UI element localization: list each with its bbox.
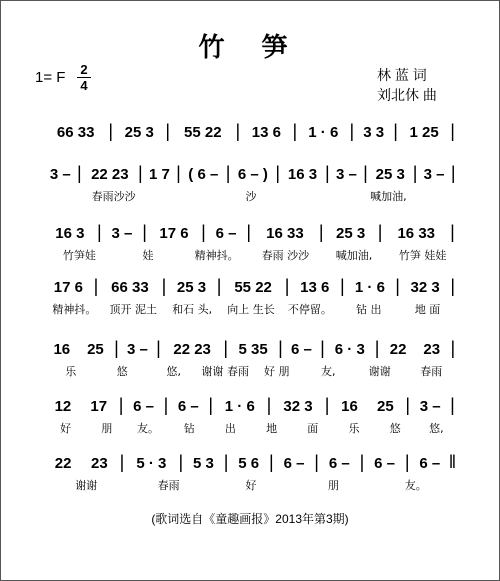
- barline: |: [450, 338, 456, 358]
- lyric-text: 友,: [321, 365, 336, 378]
- note-group: 66 33: [111, 279, 149, 296]
- note-group: 5 3: [193, 455, 214, 472]
- note-group: 32 3: [410, 279, 440, 296]
- note-group: 1 25: [409, 124, 439, 141]
- note-group: 25 3: [375, 166, 405, 183]
- note-group: 5 · 3: [136, 455, 167, 472]
- barline: |: [161, 276, 167, 296]
- barline: |: [142, 222, 147, 242]
- note-group: 6 –: [328, 455, 350, 472]
- lyric-text: 春雨: [420, 365, 443, 378]
- barline: |: [176, 163, 181, 183]
- notation-staff: [1, 1, 499, 580]
- barline: |: [93, 276, 99, 296]
- lyric-text: 春雨 沙沙: [261, 249, 310, 262]
- lyric-text: 朋: [327, 479, 339, 492]
- time-signature-bottom: 4: [80, 78, 88, 93]
- barline: |: [450, 222, 455, 242]
- lyric-text: 地 面: [414, 303, 441, 316]
- barline: |: [114, 338, 119, 358]
- time-signature-top: 2: [80, 62, 88, 77]
- note-group: 6 – ): [237, 166, 268, 183]
- note-group: 17 6: [53, 279, 83, 296]
- note-group: 5 6: [238, 455, 260, 472]
- lyric-text: 好: [245, 479, 257, 492]
- note-group: 6 –: [419, 455, 441, 472]
- barline: |: [275, 163, 281, 183]
- lyric-text: 春雨沙沙: [91, 190, 136, 203]
- lyric-text: 娃: [142, 249, 154, 262]
- barline: |: [108, 121, 114, 141]
- barline: |: [76, 163, 82, 183]
- barline: |: [339, 276, 345, 296]
- lyric-text: 和石 头,: [172, 303, 213, 316]
- lyric-text: 友。: [404, 479, 427, 492]
- lyric-text: 谢谢: [368, 365, 391, 378]
- note-group: 16: [341, 398, 358, 415]
- note-group: 13 6: [251, 124, 281, 141]
- barline: |: [450, 395, 455, 415]
- barline: |: [235, 121, 241, 141]
- note-group: 55 22: [234, 279, 272, 296]
- barline: |: [292, 121, 298, 141]
- lyric-text: 不停留。: [287, 303, 332, 316]
- note-group: 6 –: [177, 398, 199, 415]
- note-group: 3 –: [127, 341, 148, 358]
- lyric-text: 悠,: [166, 365, 181, 378]
- note-group: 22: [54, 455, 72, 472]
- note-group: 25 3: [124, 124, 154, 141]
- note-group: 6 –: [291, 341, 312, 358]
- barline: ‖: [448, 452, 457, 472]
- note-group: 16 33: [397, 225, 436, 242]
- barline: |: [363, 163, 368, 183]
- barline: |: [374, 338, 380, 358]
- note-group: 25 3: [336, 225, 366, 242]
- lyric-text: 谢谢: [75, 479, 98, 492]
- barline: |: [450, 163, 456, 183]
- note-group: 17: [90, 398, 108, 415]
- note-group: 55 22: [184, 124, 222, 141]
- barline: |: [178, 452, 184, 472]
- lyric-text: 地: [266, 422, 278, 435]
- lyric-text: 谢谢 春雨: [201, 365, 249, 378]
- lyric-text: 精神抖。: [194, 249, 239, 262]
- barline: |: [138, 163, 143, 183]
- note-group: 3 3: [363, 124, 385, 141]
- note-group: 6 –: [374, 455, 395, 472]
- barline: |: [320, 338, 325, 358]
- lyric-text: 好 朋: [264, 365, 290, 378]
- note-group: 3 –: [419, 398, 441, 415]
- lyric-text: 向上 生长: [227, 303, 275, 316]
- barline: |: [208, 395, 214, 415]
- note-group: 3 –: [423, 166, 445, 183]
- lyric-text: 乐: [65, 365, 77, 378]
- barline: |: [284, 276, 290, 296]
- note-group: ( 6 –: [188, 166, 219, 183]
- lyric-text: 喊加油,: [335, 249, 373, 262]
- note-group: 16 3: [55, 225, 85, 242]
- note-group: 5 35: [238, 341, 268, 358]
- barline: |: [377, 222, 383, 242]
- barline: |: [324, 163, 330, 183]
- barline: |: [246, 222, 252, 242]
- note-group: 16 33: [266, 225, 304, 242]
- lyric-text: 乐: [348, 422, 360, 435]
- barline: |: [393, 121, 398, 141]
- barline: |: [359, 452, 365, 472]
- barline: |: [412, 163, 418, 183]
- barline: |: [450, 121, 455, 141]
- note-group: 3 –: [49, 166, 71, 183]
- barline: |: [96, 222, 102, 242]
- barline: |: [349, 121, 355, 141]
- lyric-text: 春雨: [157, 479, 180, 492]
- barline: |: [266, 395, 272, 415]
- note-group: 3 –: [335, 166, 357, 183]
- lyric-text: 悠,: [429, 422, 444, 435]
- lyric-text: 面: [307, 422, 319, 435]
- note-group: 3 –: [111, 225, 133, 242]
- barline: |: [405, 395, 411, 415]
- note-group: 32 3: [283, 398, 313, 415]
- barline: |: [223, 452, 229, 472]
- note-group: 1 · 6: [224, 398, 255, 415]
- barline: |: [201, 222, 206, 242]
- lyric-text: 喊加油,: [370, 190, 407, 203]
- lyric-text: 悠: [389, 422, 401, 435]
- barline: |: [314, 452, 319, 472]
- lyric-text: 精神抖。: [52, 303, 97, 316]
- notation-svg: [1, 1, 499, 580]
- lyric-text: 竹笋 娃娃: [398, 249, 447, 262]
- lyric-text: 出: [224, 422, 236, 435]
- lyricist-credit: 林 蓝 词: [377, 67, 427, 83]
- note-group: 16: [53, 341, 71, 358]
- source-note: (歌词选自《童趣画报》2013年第3期): [151, 512, 349, 526]
- barline: |: [156, 338, 161, 358]
- barline: |: [324, 395, 330, 415]
- barline: |: [278, 338, 283, 358]
- note-group: 16 3: [287, 166, 318, 183]
- note-group: 12: [54, 398, 72, 415]
- barline: |: [216, 276, 222, 296]
- key-signature: 1= F: [35, 69, 66, 86]
- note-group: 6 –: [215, 225, 237, 242]
- note-group: 23: [90, 455, 108, 472]
- note-group: 1 · 6: [308, 124, 339, 141]
- note-group: 22 23: [91, 166, 129, 183]
- note-group: 25 3: [176, 279, 207, 296]
- lyric-text: 友。: [137, 422, 159, 435]
- note-group: 23: [423, 341, 441, 358]
- lyric-text: 朋: [101, 422, 113, 435]
- lyric-text: 沙: [245, 190, 257, 203]
- lyric-text: 钻: [183, 422, 195, 435]
- barline: |: [165, 121, 171, 141]
- lyric-text: 竹笋娃: [62, 249, 96, 262]
- note-group: 1 7: [149, 166, 170, 183]
- note-group: 6 –: [133, 398, 154, 415]
- barline: |: [163, 395, 169, 415]
- lyric-text: 好: [60, 422, 72, 435]
- note-group: 1 · 6: [354, 279, 385, 296]
- note-group: 17 6: [159, 225, 189, 242]
- note-group: 66 33: [56, 124, 95, 141]
- note-group: 25: [87, 341, 104, 358]
- composer-credit: 刘北休 曲: [377, 87, 437, 103]
- lyric-text: 悠: [116, 365, 128, 378]
- barline: |: [450, 276, 456, 296]
- note-group: 13 6: [300, 279, 330, 296]
- barline: |: [225, 163, 231, 183]
- barline: |: [118, 395, 124, 415]
- lyric-text: 钻 出: [355, 303, 382, 316]
- barline: |: [318, 222, 324, 242]
- note-group: 25: [377, 398, 394, 415]
- note-group: 22: [389, 341, 407, 358]
- barline: |: [223, 338, 229, 358]
- barline: |: [119, 452, 125, 472]
- note-group: 6 · 3: [334, 341, 365, 358]
- barline: |: [269, 452, 274, 472]
- song-title: 竹 笋: [198, 33, 302, 63]
- barline: |: [395, 276, 400, 296]
- note-group: 22 23: [173, 341, 211, 358]
- lyric-text: 顶开 泥土: [109, 303, 158, 316]
- note-group: 6 –: [283, 455, 305, 472]
- barline: |: [404, 452, 410, 472]
